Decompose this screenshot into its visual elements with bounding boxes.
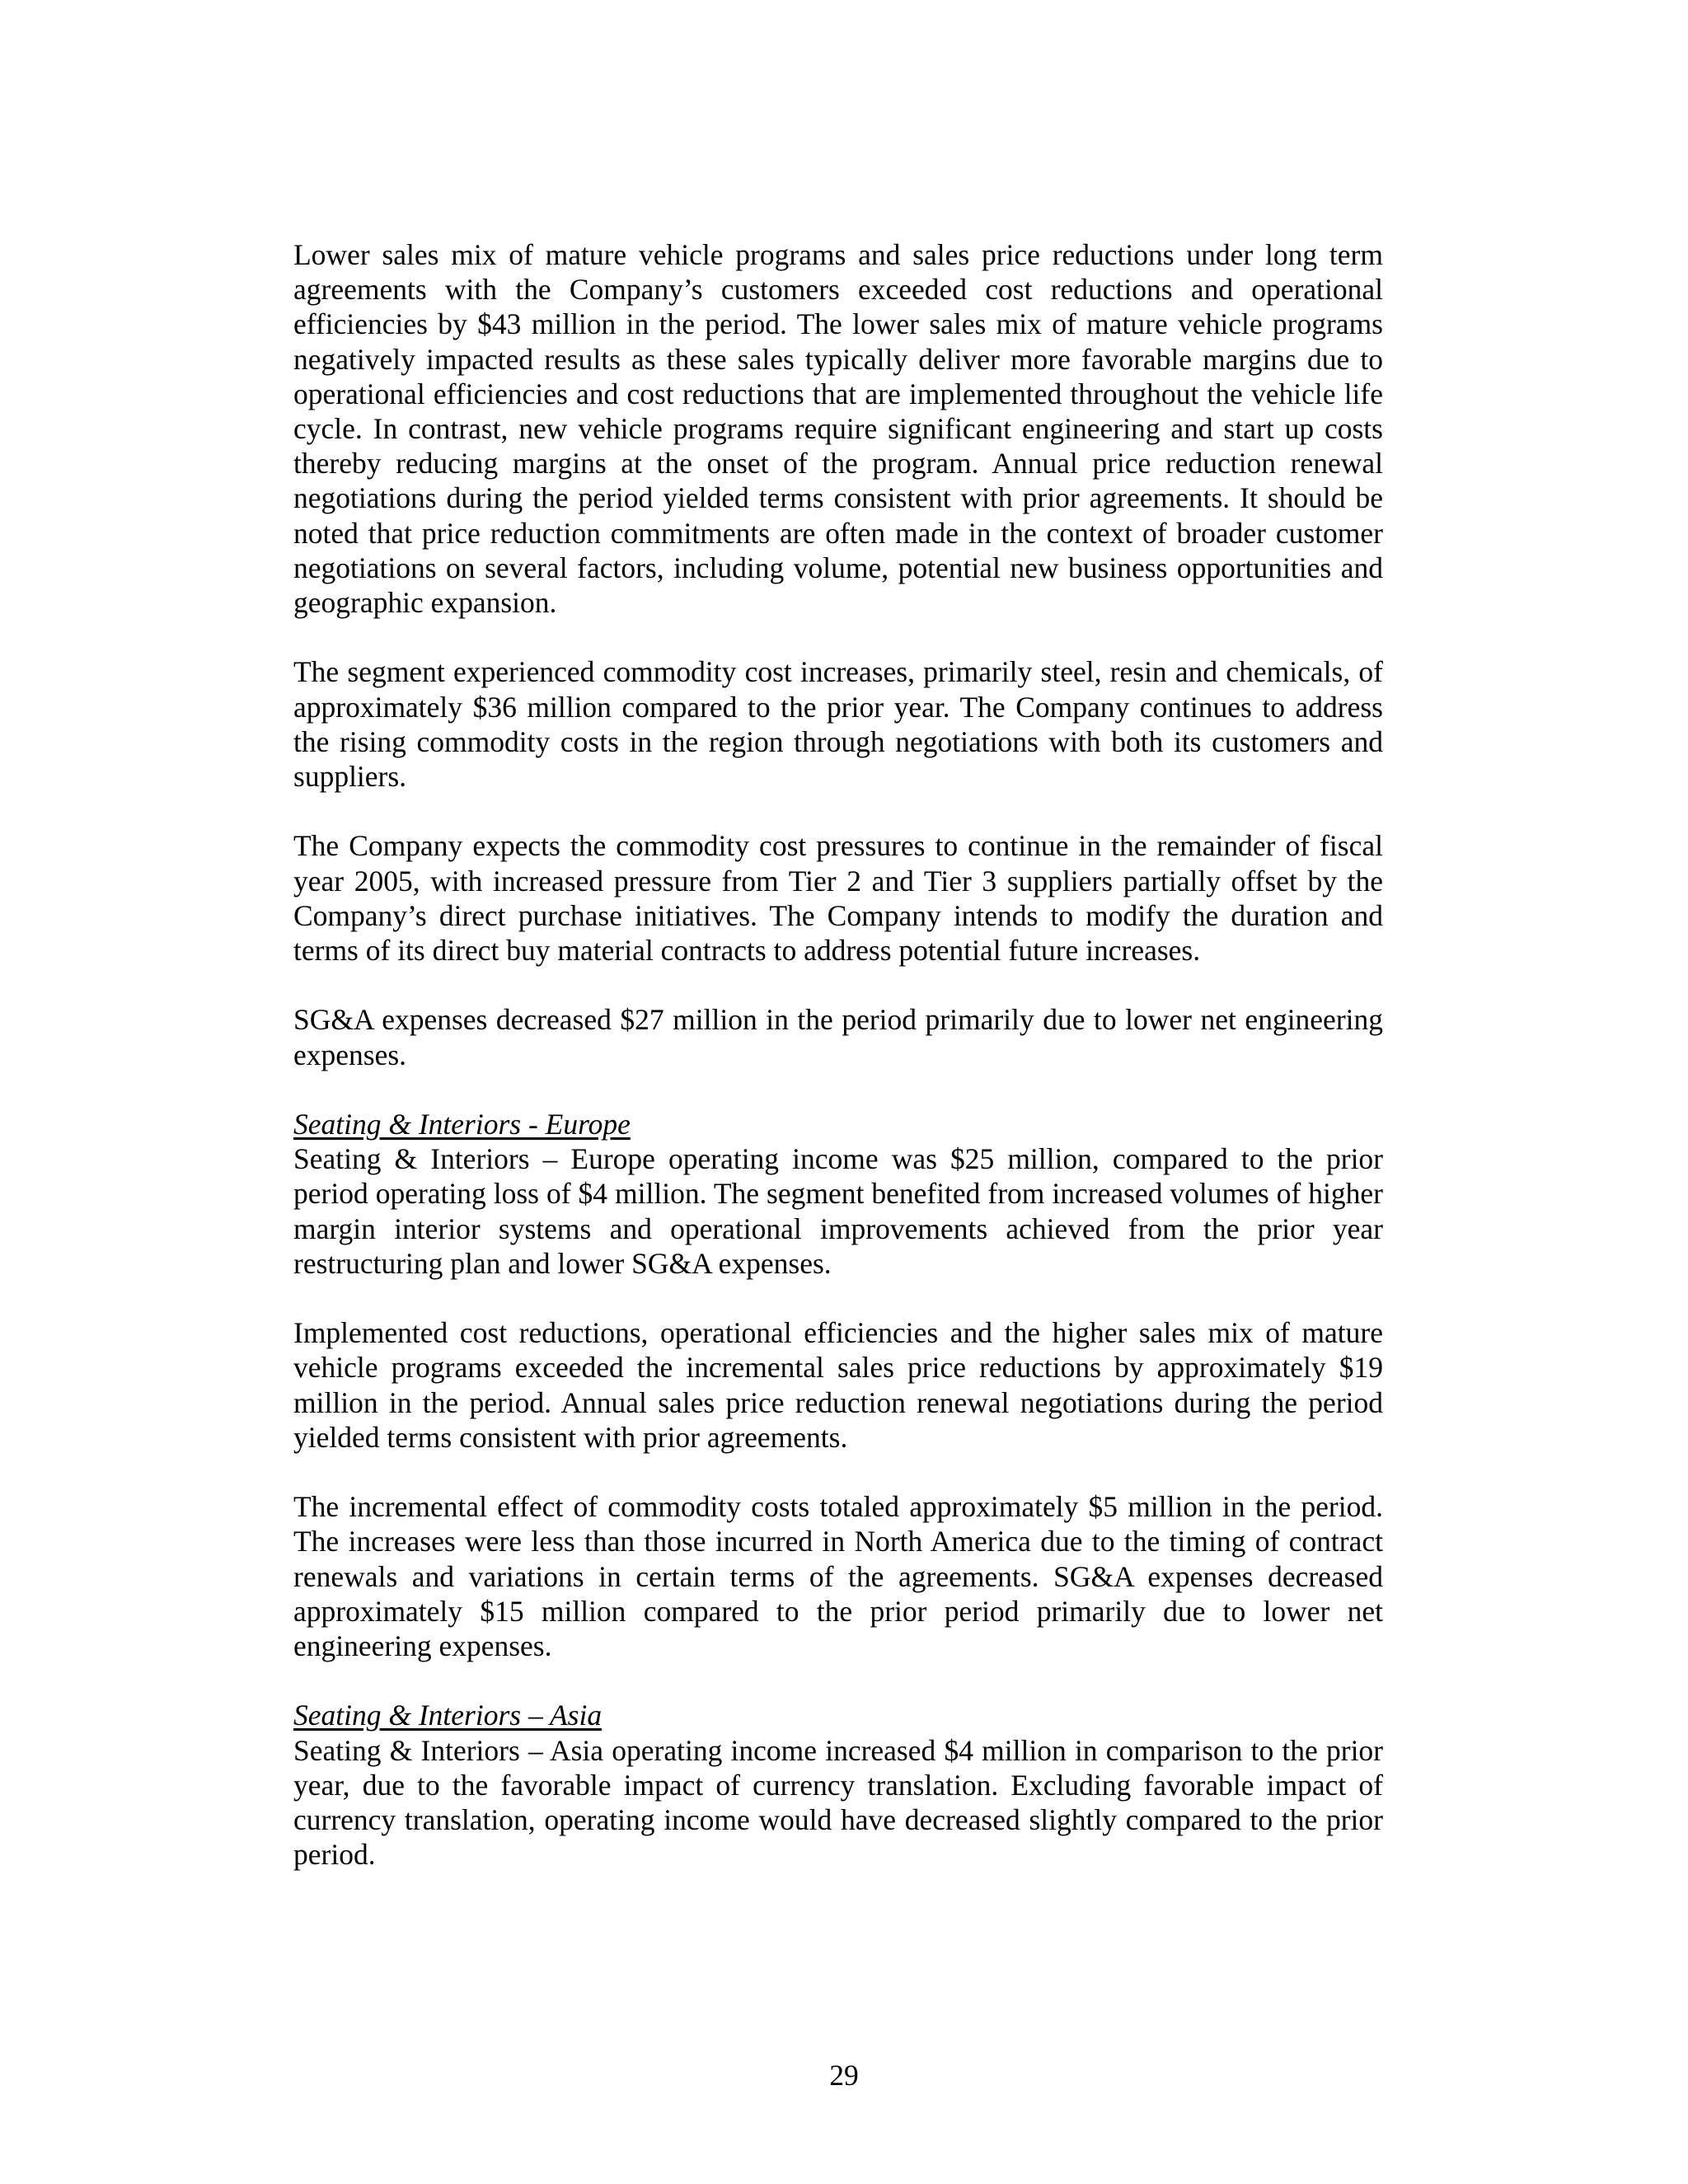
paragraph-commodity-costs: The segment experienced commodity cost increases, primarily steel, resin and chemicals, of approximately $36 million compared to the prior year. The Company continues to address the rising commodity costs in the region through negotiations with both its customers and suppliers. [293,655,1383,794]
paragraph-sga-expenses: SG&A expenses decreased $27 million in the period primarily due to lower net engineering expenses. [293,1003,1383,1071]
section-heading-europe: Seating & Interiors - Europe [293,1108,631,1141]
paragraph-europe-operating-income: Seating & Interiors – Europe operating income was $25 million, compared to the prior period operating loss of $4 million. The segment benefited from increased volumes of higher margin interior systems and operational improvements achieved from the prior year restructuring plan and lower SG&A expenses. [293,1142,1383,1280]
paragraph-sales-mix: Lower sales mix of mature vehicle programs and sales price reductions under long term agreements with the Company’s customers exceeded cost reductions and operational efficiencies by $43 million in the period. The lower sales mix of mature vehicle programs negatively impacted results as these sales typically deliver more favorable margins due to operational efficiencies and cost reductions that are implemented throughout the vehicle life cycle. In contrast, new vehicle programs require significant engineering and start up costs thereby reducing margins at the onset of the program. Annual price reduction renewal negotiations during the period yielded terms consistent with prior agreements. It should be noted that price reduction commitments are often made in the context of broader customer negotiations on several factors, including volume, potential new business opportunities and geographic expansion. [293,238,1383,620]
page-body [293,237,1383,1907]
paragraph-europe-cost-reductions: Implemented cost reductions, operational efficiencies and the higher sales mix of mature vehicle programs exceeded the incremental sales price reductions by approximately $19 million in the period. Annual sales price reduction renewal negotiations during the period yielded terms consistent with prior agreements. [293,1316,1383,1454]
section-heading-asia: Seating & Interiors – Asia [293,1699,603,1732]
paragraph-commodity-outlook: The Company expects the commodity cost pressures to continue in the remainder of fiscal year 2005, with increased pressure from Tier 2 and Tier 3 suppliers partially offset by the Company’s direct purchase initiatives. The Company intends to modify the duration and terms of its direct buy material contracts to address potential future increases. [293,829,1383,968]
paragraph-europe-commodity-costs: The incremental effect of commodity costs totaled approximately $5 million in the period. The increases were less than those incurred in North America due to the timing of contract renewals and variations in certain terms of the agreements. SG&A expenses decreased approximately $15 million compared to the prior period primarily due to lower net engineering expenses. [293,1490,1383,1663]
paragraph-asia-operating-income: Seating & Interiors – Asia operating income increased $4 million in comparison to the prior year, due to the favorable impact of currency translation. Excluding favorable impact of currency translation, operating income would have decreased slightly compared to the prior period. [293,1733,1383,1872]
page-number: 29 [829,2059,859,2092]
